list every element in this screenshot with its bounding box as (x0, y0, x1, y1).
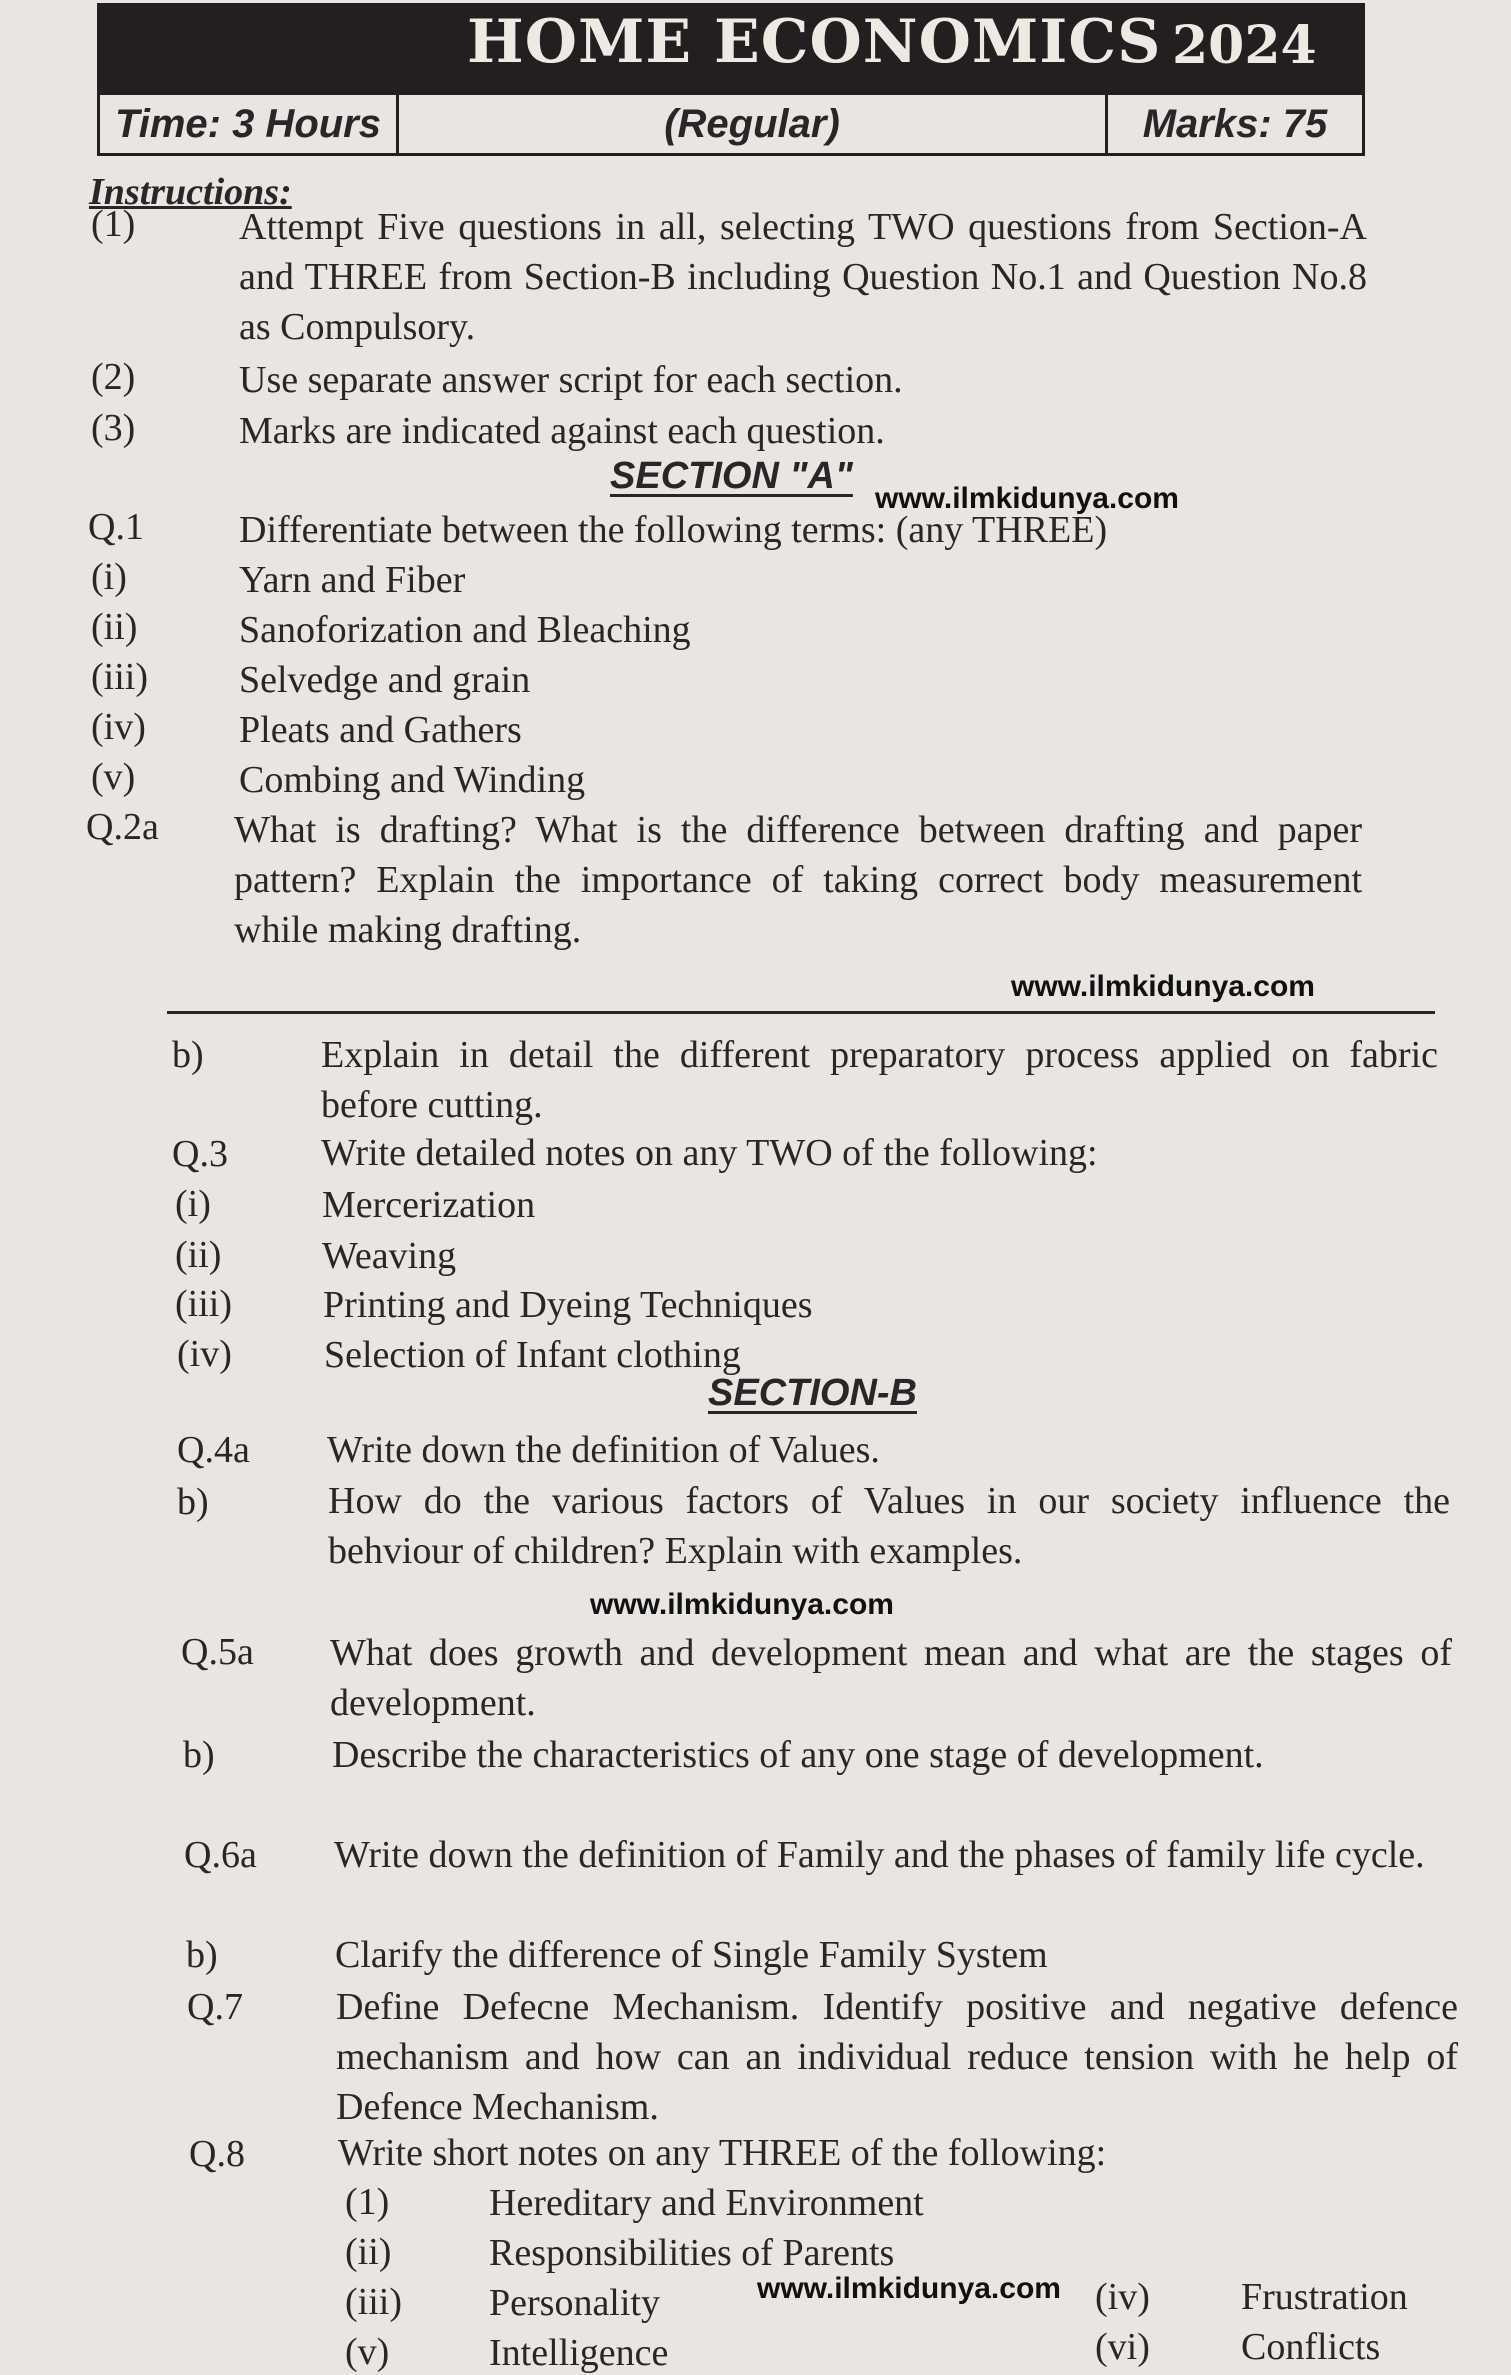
item-label: (iii) (91, 656, 148, 698)
watermark-text: www.ilmkidunya.com (590, 1588, 894, 1621)
section-b-heading: SECTION-B (708, 1372, 917, 1414)
time-box: Time: 3 Hours (97, 92, 399, 156)
item-label: (iii) (345, 2281, 402, 2323)
item-text: Conflicts (1241, 2326, 1381, 2368)
item-text: Personality (489, 2282, 660, 2324)
item-text: Weaving (322, 1235, 457, 1277)
item-label: (v) (91, 756, 136, 798)
item-text: Selection of Infant clothing (324, 1334, 741, 1376)
item-label: (iii) (175, 1283, 232, 1325)
question-text: Write down the definition of Values. (327, 1429, 880, 1471)
instruction-text: Attempt Five questions in all, selecting TWO questions from Section-A and THREE from Section-B including Question No.1 and Question No.8 as Compulsory. (239, 206, 1367, 348)
item-label: (iv) (1095, 2276, 1150, 2318)
item-text: Sanoforization and Bleaching (239, 609, 691, 651)
instruction-label: (1) (91, 203, 136, 245)
item-label: (iv) (91, 706, 146, 748)
item-label: (v) (345, 2331, 390, 2373)
question-text: Describe the characteristics of any one stage of development. (332, 1734, 1264, 1776)
header-banner (97, 3, 1365, 95)
question-label: b) (186, 1934, 218, 1976)
item-text: Yarn and Fiber (239, 559, 466, 601)
question-text: Clarify the difference of Single Family System (335, 1934, 1048, 1976)
question-text: What does growth and development mean and what are the stages of development. (330, 1632, 1452, 1724)
item-label: (i) (175, 1183, 211, 1225)
item-text: Hereditary and Environment (489, 2182, 924, 2224)
question-text: Write short notes on any THREE of the following: (338, 2132, 1107, 2174)
item-text: Responsibilities of Parents (489, 2232, 895, 2274)
question-label: Q.2a (86, 806, 159, 848)
question-text: Explain in detail the different preparatory process applied on fabric before cutting. (321, 1034, 1438, 1126)
question-text: How do the various factors of Values in our society influence the behviour of children? Explain with examples. (328, 1480, 1450, 1572)
watermark-text: www.ilmkidunya.com (875, 482, 1179, 515)
watermark-text: www.ilmkidunya.com (1011, 970, 1315, 1003)
question-label: b) (183, 1734, 215, 1776)
instruction-label: (2) (91, 356, 136, 398)
section-a-heading: SECTION "A" (610, 455, 853, 497)
item-label: (ii) (91, 606, 138, 648)
marks-box: Marks: 75 (1105, 92, 1365, 156)
instruction-text: Use separate answer script for each section. (239, 359, 903, 401)
item-text: Mercerization (322, 1184, 536, 1226)
paper-title: HOME ECONOMICS (467, 7, 1162, 77)
question-label: Q.7 (187, 1986, 243, 2028)
question-label: Q.5a (181, 1631, 254, 1673)
item-label: (ii) (345, 2231, 392, 2273)
item-text: Frustration (1241, 2276, 1408, 2318)
item-text: Combing and Winding (239, 759, 586, 801)
item-text: Selvedge and grain (239, 659, 531, 701)
question-label: Q.8 (189, 2133, 245, 2175)
item-label: (ii) (175, 1234, 222, 1276)
instruction-label: (3) (91, 407, 136, 449)
item-text: Pleats and Gathers (239, 709, 522, 751)
question-text: Define Defecne Mechanism. Identify positive and negative defence mechanism and how can an individual reduce tension with he help of Defence Mechanism. (336, 1986, 1458, 2128)
question-label: b) (177, 1481, 209, 1523)
question-text: Differentiate between the following terms: (any THREE) (239, 509, 1108, 551)
question-text: Write down the definition of Family and the phases of family life cycle. (334, 1834, 1425, 1876)
divider (167, 1011, 1435, 1014)
item-text: Intelligence (489, 2332, 669, 2374)
question-label: Q.3 (172, 1133, 228, 1175)
question-label: Q.4a (177, 1429, 250, 1471)
question-text: What is drafting? What is the difference between drafting and paper pattern? Explain the importance of taking correct body measurement while making drafting. (234, 809, 1362, 951)
item-label: (1) (345, 2181, 390, 2223)
paper-year: 2024 (1172, 15, 1317, 76)
instructions-heading: Instructions: (89, 171, 292, 213)
item-label: (i) (91, 556, 127, 598)
question-label: Q.6a (184, 1834, 257, 1876)
instruction-text: Marks are indicated against each question. (239, 410, 885, 452)
item-text: Printing and Dyeing Techniques (323, 1284, 813, 1326)
item-label: (vi) (1095, 2326, 1150, 2368)
question-label: Q.1 (88, 506, 144, 548)
question-label: b) (172, 1034, 204, 1076)
type-box: (Regular) (396, 92, 1108, 156)
watermark-text: www.ilmkidunya.com (757, 2272, 1061, 2305)
question-text: Write detailed notes on any TWO of the following: (321, 1132, 1098, 1174)
item-label: (iv) (177, 1333, 232, 1375)
